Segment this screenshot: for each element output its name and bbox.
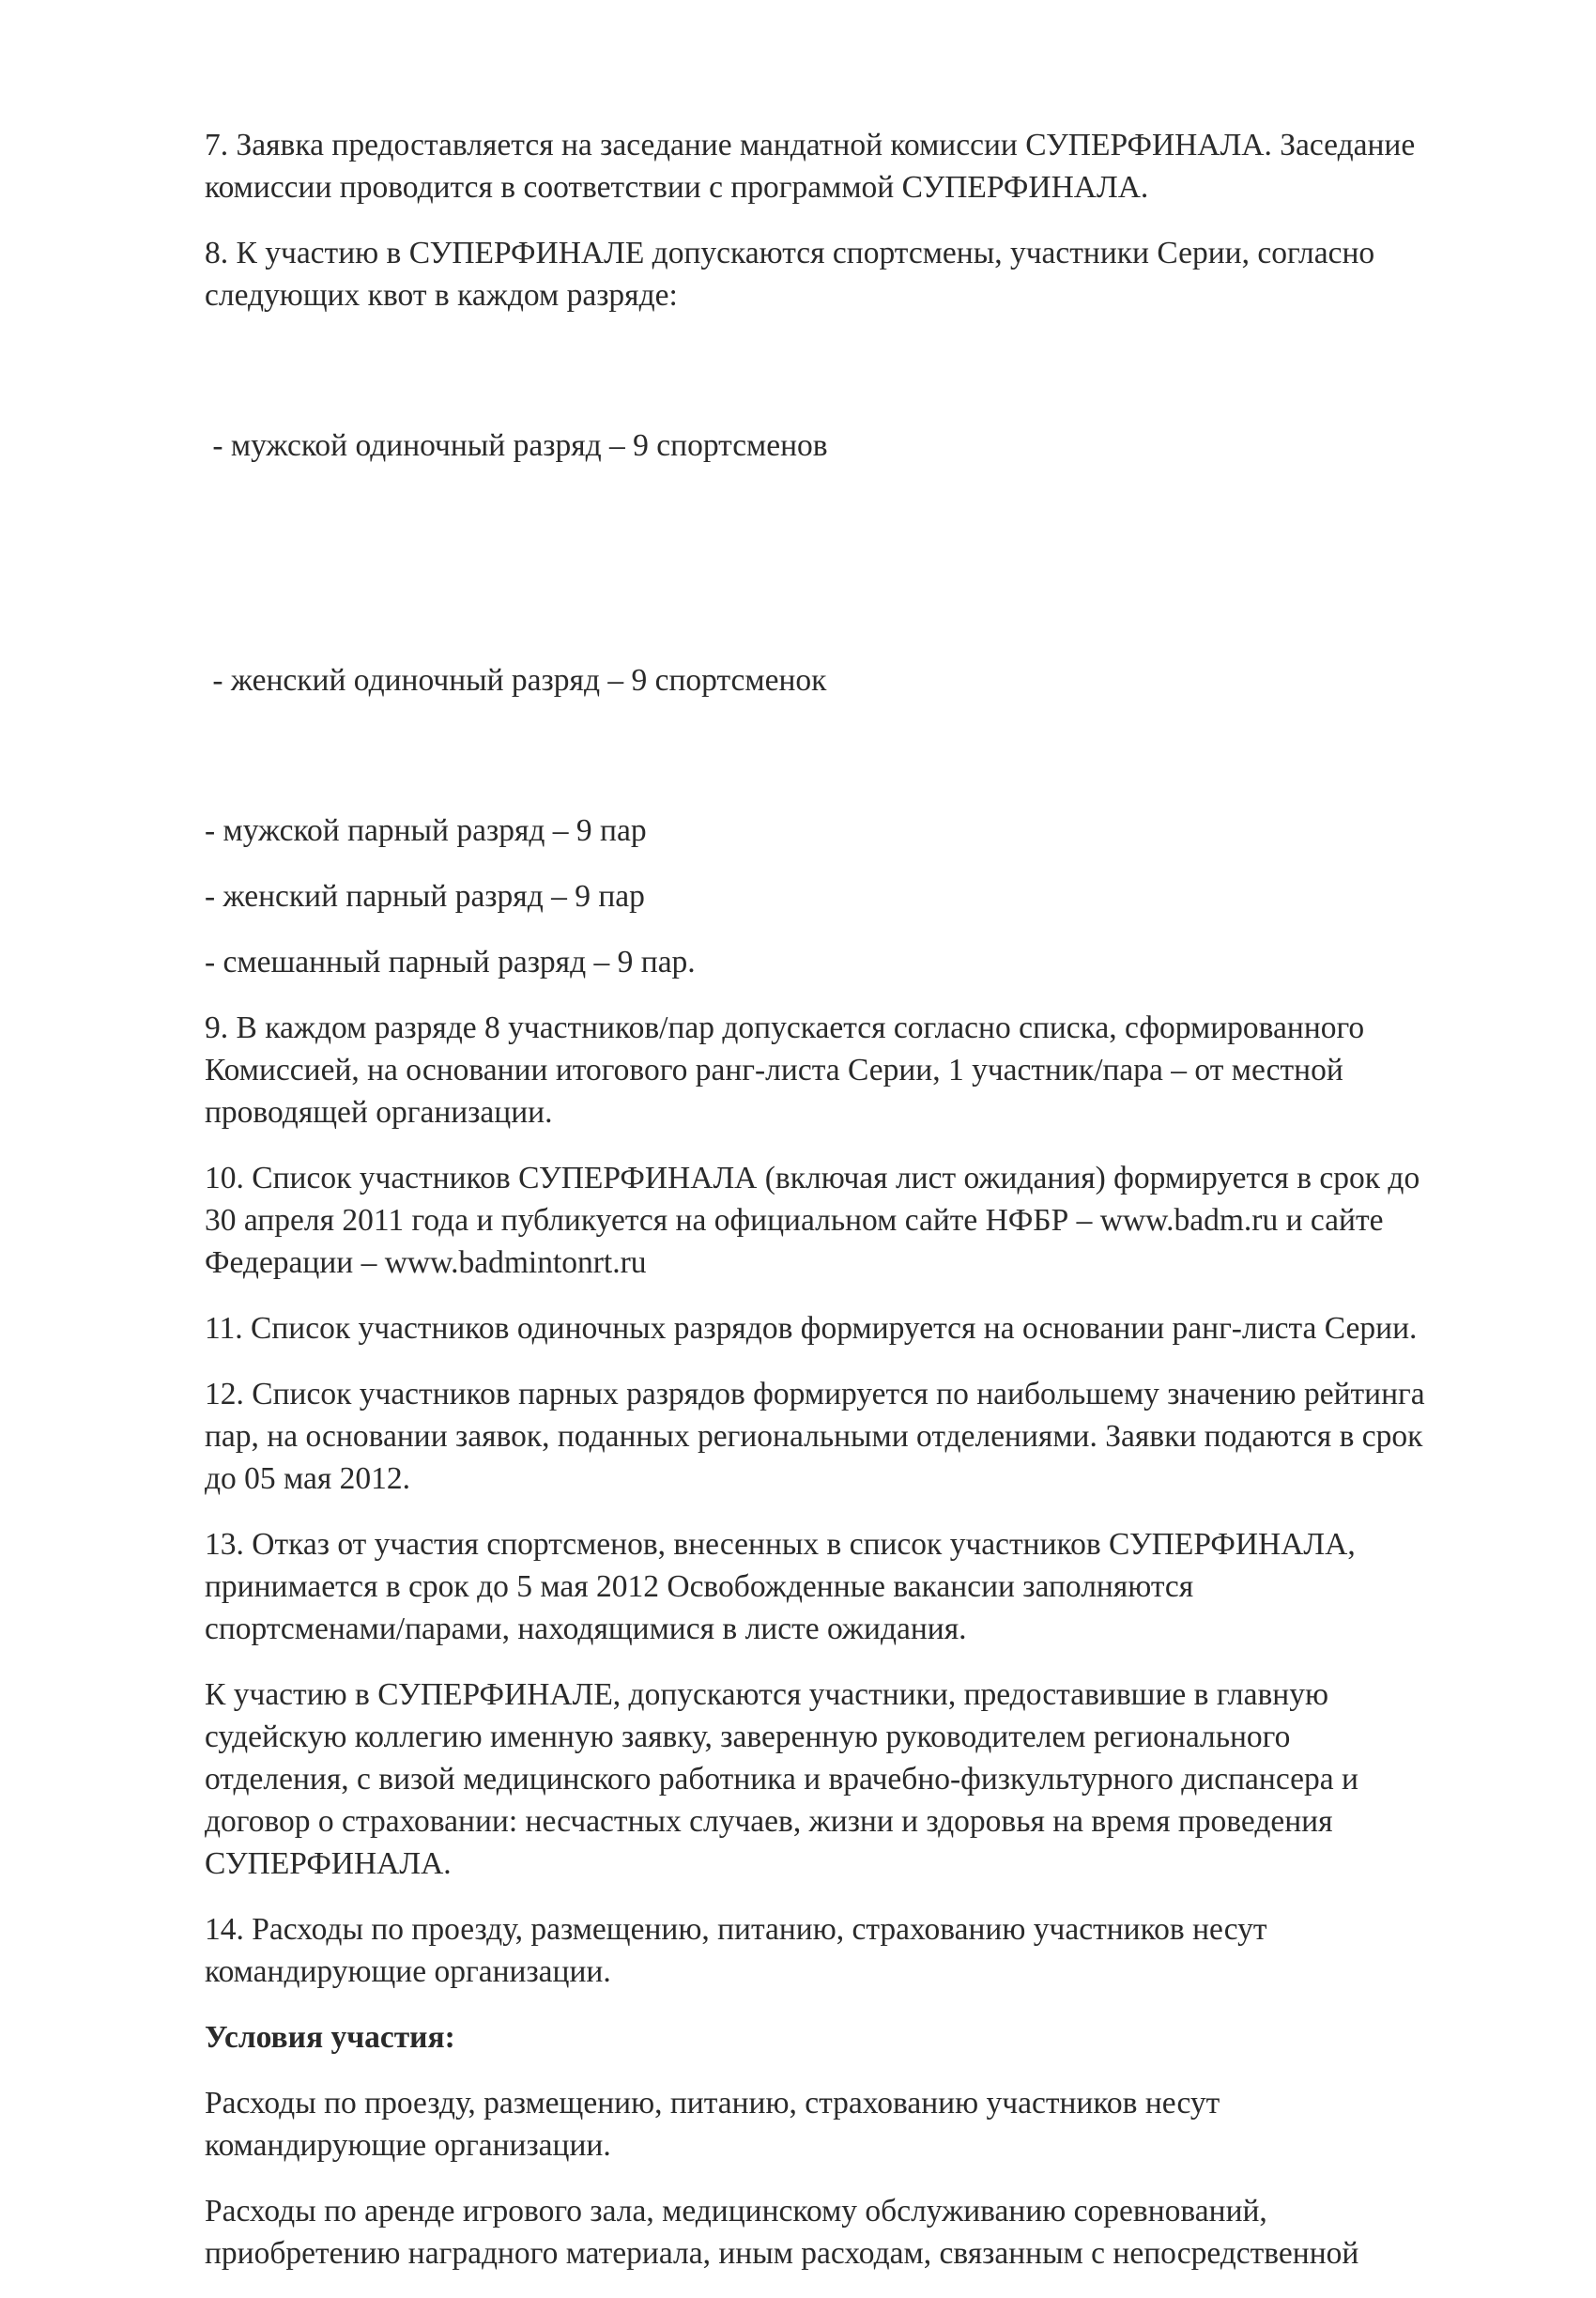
text-line: - мужской одиночный разряд – 9 спортсменов <box>205 428 828 463</box>
conditions-paragraph <box>205 2082 1425 2167</box>
text-line: 7. Заявка предоставляется на заседание мандатной комиссии СУПЕРФИНАЛА. Заседание <box>205 128 1416 162</box>
paragraph-14 <box>205 1908 1425 1993</box>
text-line: - смешанный парный разряд – 9 пар. <box>205 945 696 979</box>
text-line: спортсменами/парами, находящимися в листе ожидания. <box>205 1612 967 1646</box>
text-line: Расходы по аренде игрового зала, медицинскому обслуживанию соревнований, <box>205 2194 1267 2229</box>
text-line: отделения, с визой медицинского работника и врачебно-физкультурного диспансера и <box>205 1762 1358 1797</box>
text-line: комиссии проводится в соответствии с программой СУПЕРФИНАЛА. <box>205 170 1149 205</box>
text-line: договор о страховании: несчастных случаев, жизни и здоровья на время проведения <box>205 1804 1333 1839</box>
paragraph-9 <box>205 1007 1425 1134</box>
text-line: 13. Отказ от участия спортсменов, внесенных в список участников СУПЕРФИНАЛА, <box>205 1527 1356 1562</box>
text-line: судейскую коллегию именную заявку, заверенную руководителем регионального <box>205 1720 1291 1754</box>
paragraph-13 <box>205 1523 1425 1650</box>
paragraph-10 <box>205 1157 1425 1284</box>
text-line: следующих квот в каждом разряде: <box>205 278 678 313</box>
paragraph-8 <box>205 232 1425 316</box>
conditions-paragraph <box>205 2190 1425 2275</box>
text-line: пар, на основании заявок, поданных региональными отделениями. Заявки подаются в срок <box>205 1419 1423 1454</box>
text-line: 8. К участию в СУПЕРФИНАЛЕ допускаются спортсмены, участники Серии, согласно <box>205 236 1375 270</box>
text-line: проводящей организации. <box>205 1095 553 1130</box>
text-line: СУПЕРФИНАЛА. <box>205 1846 452 1881</box>
text-line: - мужской парный разряд – 9 пар <box>205 813 647 848</box>
text-line: - женский одиночный разряд – 9 спортсменок <box>205 663 827 698</box>
text-line: 30 апреля 2011 года и публикуется на официальном сайте НФБР – www.badm.ru и сайте <box>205 1203 1384 1238</box>
document-page <box>205 124 1425 2298</box>
text-line: 9. В каждом разряде 8 участников/пар допускается согласно списка, сформированного <box>205 1010 1365 1045</box>
text-line: - женский парный разряд – 9 пар <box>205 879 645 914</box>
quota-item <box>205 810 1425 852</box>
text-line: К участию в СУПЕРФИНАЛЕ, допускаются участники, предоставившие в главную <box>205 1677 1328 1712</box>
quota-item <box>205 575 1425 786</box>
text-line: командирующие организации. <box>205 1954 611 1989</box>
text-line: 11. Список участников одиночных разрядов формируется на основании ранг-листа Серии. <box>205 1311 1418 1346</box>
text-line: приобретению наградного материала, иным расходам, связанным с непосредственной <box>205 2236 1359 2271</box>
text-line: до 05 мая 2012. <box>205 1461 411 1496</box>
text-line: командирующие организации. <box>205 2128 611 2163</box>
text-line: принимается в срок до 5 мая 2012 Освобожденные вакансии заполняются <box>205 1569 1194 1604</box>
text-line: Расходы по проезду, размещению, питанию, страхованию участников несут <box>205 2086 1220 2121</box>
quota-item <box>205 941 1425 983</box>
text-line: 10. Список участников СУПЕРФИНАЛА (включая лист ожидания) формируется в срок до <box>205 1161 1420 1195</box>
text-line: Федерации – www.badmintonrt.ru <box>205 1245 647 1280</box>
text-line: 12. Список участников парных разрядов формируется по наибольшему значению рейтинга <box>205 1377 1425 1411</box>
text-line: 14. Расходы по проезду, размещению, питанию, страхованию участников несут <box>205 1912 1267 1947</box>
quota-item <box>205 875 1425 918</box>
paragraph-admission-requirements <box>205 1673 1425 1885</box>
paragraph-12 <box>205 1373 1425 1500</box>
quota-item <box>205 340 1425 551</box>
section-heading-conditions: Условия участия: <box>205 2020 455 2055</box>
text-line: Комиссией, на основании итогового ранг-листа Серии, 1 участник/пара – от местной <box>205 1053 1343 1087</box>
paragraph-7 <box>205 124 1425 208</box>
paragraph-11 <box>205 1307 1425 1349</box>
